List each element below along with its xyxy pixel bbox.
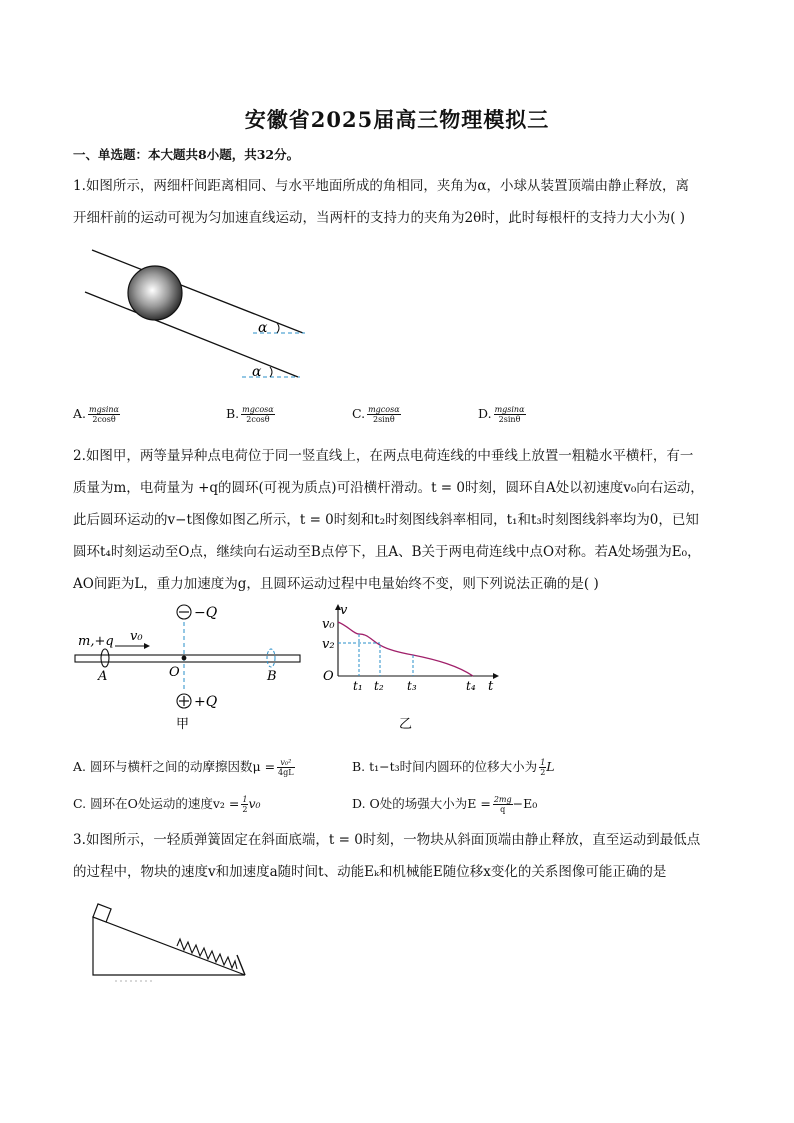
q1-option-c: C. $\frac{mgcos\alpha}{2\sin\theta}$: [352, 405, 400, 424]
label-b: B: [267, 669, 277, 684]
incline: [93, 917, 245, 975]
q1-figure-rods-ball: [70, 245, 320, 385]
caption-yi: 乙: [399, 717, 413, 732]
upper-angle-arc: [277, 323, 279, 333]
q1-stem-line2: 开细杆前的运动可视为匀加速直线运动，当两杆的支持力的夹角为2θ时，此时每根杆的支持力大小为( ): [73, 210, 686, 226]
q2-option-a: A. 圆环与横杆之间的动摩擦因数μ = $\frac{\text{v₀²}}{4gL}$: [73, 758, 294, 777]
t-axis-label: t: [488, 679, 494, 694]
q2-stem-line3: 此后圆环运动的v−t图像如图乙所示，t = 0时刻和t₂时刻图线斜率相同，t₁和t₃时刻图线斜率均为0，已知: [73, 512, 699, 528]
q2-stem-line1: 2.如图甲，两等量异种点电荷位于同一竖直线上，在两点电荷连线的中垂线上放置一粗糙水平横杆，有一: [73, 448, 694, 464]
t-axis-arrow: [493, 673, 499, 679]
vt-curve: [338, 622, 473, 676]
q2-figure-yi-vt-graph: [318, 600, 508, 735]
t3-tick-label: t₃: [407, 679, 417, 693]
velocity-arrowhead: [144, 643, 150, 649]
t2-tick-label: t₂: [374, 679, 384, 693]
q2-option-d: D. O处的场强大小为E = $\frac{2mg}{q}$ −E₀: [352, 795, 538, 814]
origin-label: O: [323, 669, 334, 684]
q3-stem-line1: 3.如图所示，一轻质弹簧固定在斜面底端，t = 0时刻，一物块从斜面顶端由静止释放，直至运动到最低点: [73, 832, 701, 848]
t1-tick-label: t₁: [353, 679, 363, 693]
q1-option-b: B. $\frac{mgcos\alpha}{2\cos\theta}$: [226, 405, 274, 424]
q2-figure-jia: [70, 600, 310, 735]
section-heading: 一、单选题：本大题共8小题，共32分。: [73, 147, 300, 162]
v-axis-label: v: [340, 603, 348, 618]
q2-stem-line4: 圆环t₄时刻运动至O点，继续向右运动至B点停下，且A、B关于两电荷连线中点O对称。若A处场强为E₀，: [73, 544, 701, 560]
page-title: 安徽省2025届高三物理模拟三: [244, 107, 550, 132]
q2-stem-line2: 质量为m，电荷量为 +q的圆环(可视为质点)可沿横杆滑动。t = 0时刻，圆环自A处以初速度v₀向右运动，: [73, 480, 704, 496]
caption-jia: 甲: [176, 717, 190, 732]
lower-angle-arc: [270, 367, 272, 377]
v2-tick-label: v₂: [322, 637, 335, 652]
upper-alpha-label: α: [258, 320, 268, 336]
t4-tick-label: t₄: [466, 679, 476, 693]
q2-stem-line5: AO间距为L，重力加速度为g，且圆环运动过程中电量始终不变，则下列说法正确的是( ): [73, 576, 599, 592]
q3-stem-line2: 的过程中，物块的速度v和加速度a随时间t、动能Eₖ和机械能E随位移x变化的关系图像可能正确的是: [73, 864, 667, 880]
lower-alpha-label: α: [252, 364, 262, 380]
q2-option-b: B. t₁−t₃时间内圆环的位移大小为 $\frac{1}{2}$ L: [352, 758, 555, 777]
q1-stem-line1: 1.如图所示，两细杆间距离相同、与水平地面所成的角相同，夹角为α，小球从装置顶端由静止释放，离: [73, 178, 689, 194]
neg-q-label: −Q: [194, 605, 218, 621]
point-o: [182, 656, 187, 661]
label-o: O: [169, 665, 180, 680]
upper-rod: [92, 250, 303, 333]
q1-option-d: D. $\frac{mgsin\alpha}{2\sin\theta}$: [478, 405, 525, 424]
q3-figure-incline-spring: [85, 895, 255, 985]
v0-label: v₀: [130, 629, 143, 644]
pos-q-label: +Q: [194, 694, 218, 710]
q2-option-c: C. 圆环在O处运动的速度v₂ = $\frac{1}{2}$ v₀: [73, 795, 261, 814]
ball: [128, 266, 182, 320]
mass-charge-label: m,+q: [78, 634, 114, 649]
v0-tick-label: v₀: [322, 617, 335, 632]
label-a: A: [98, 669, 108, 684]
q1-option-a: A. $\frac{mgsin\alpha}{2\cos\theta}$: [73, 405, 119, 424]
